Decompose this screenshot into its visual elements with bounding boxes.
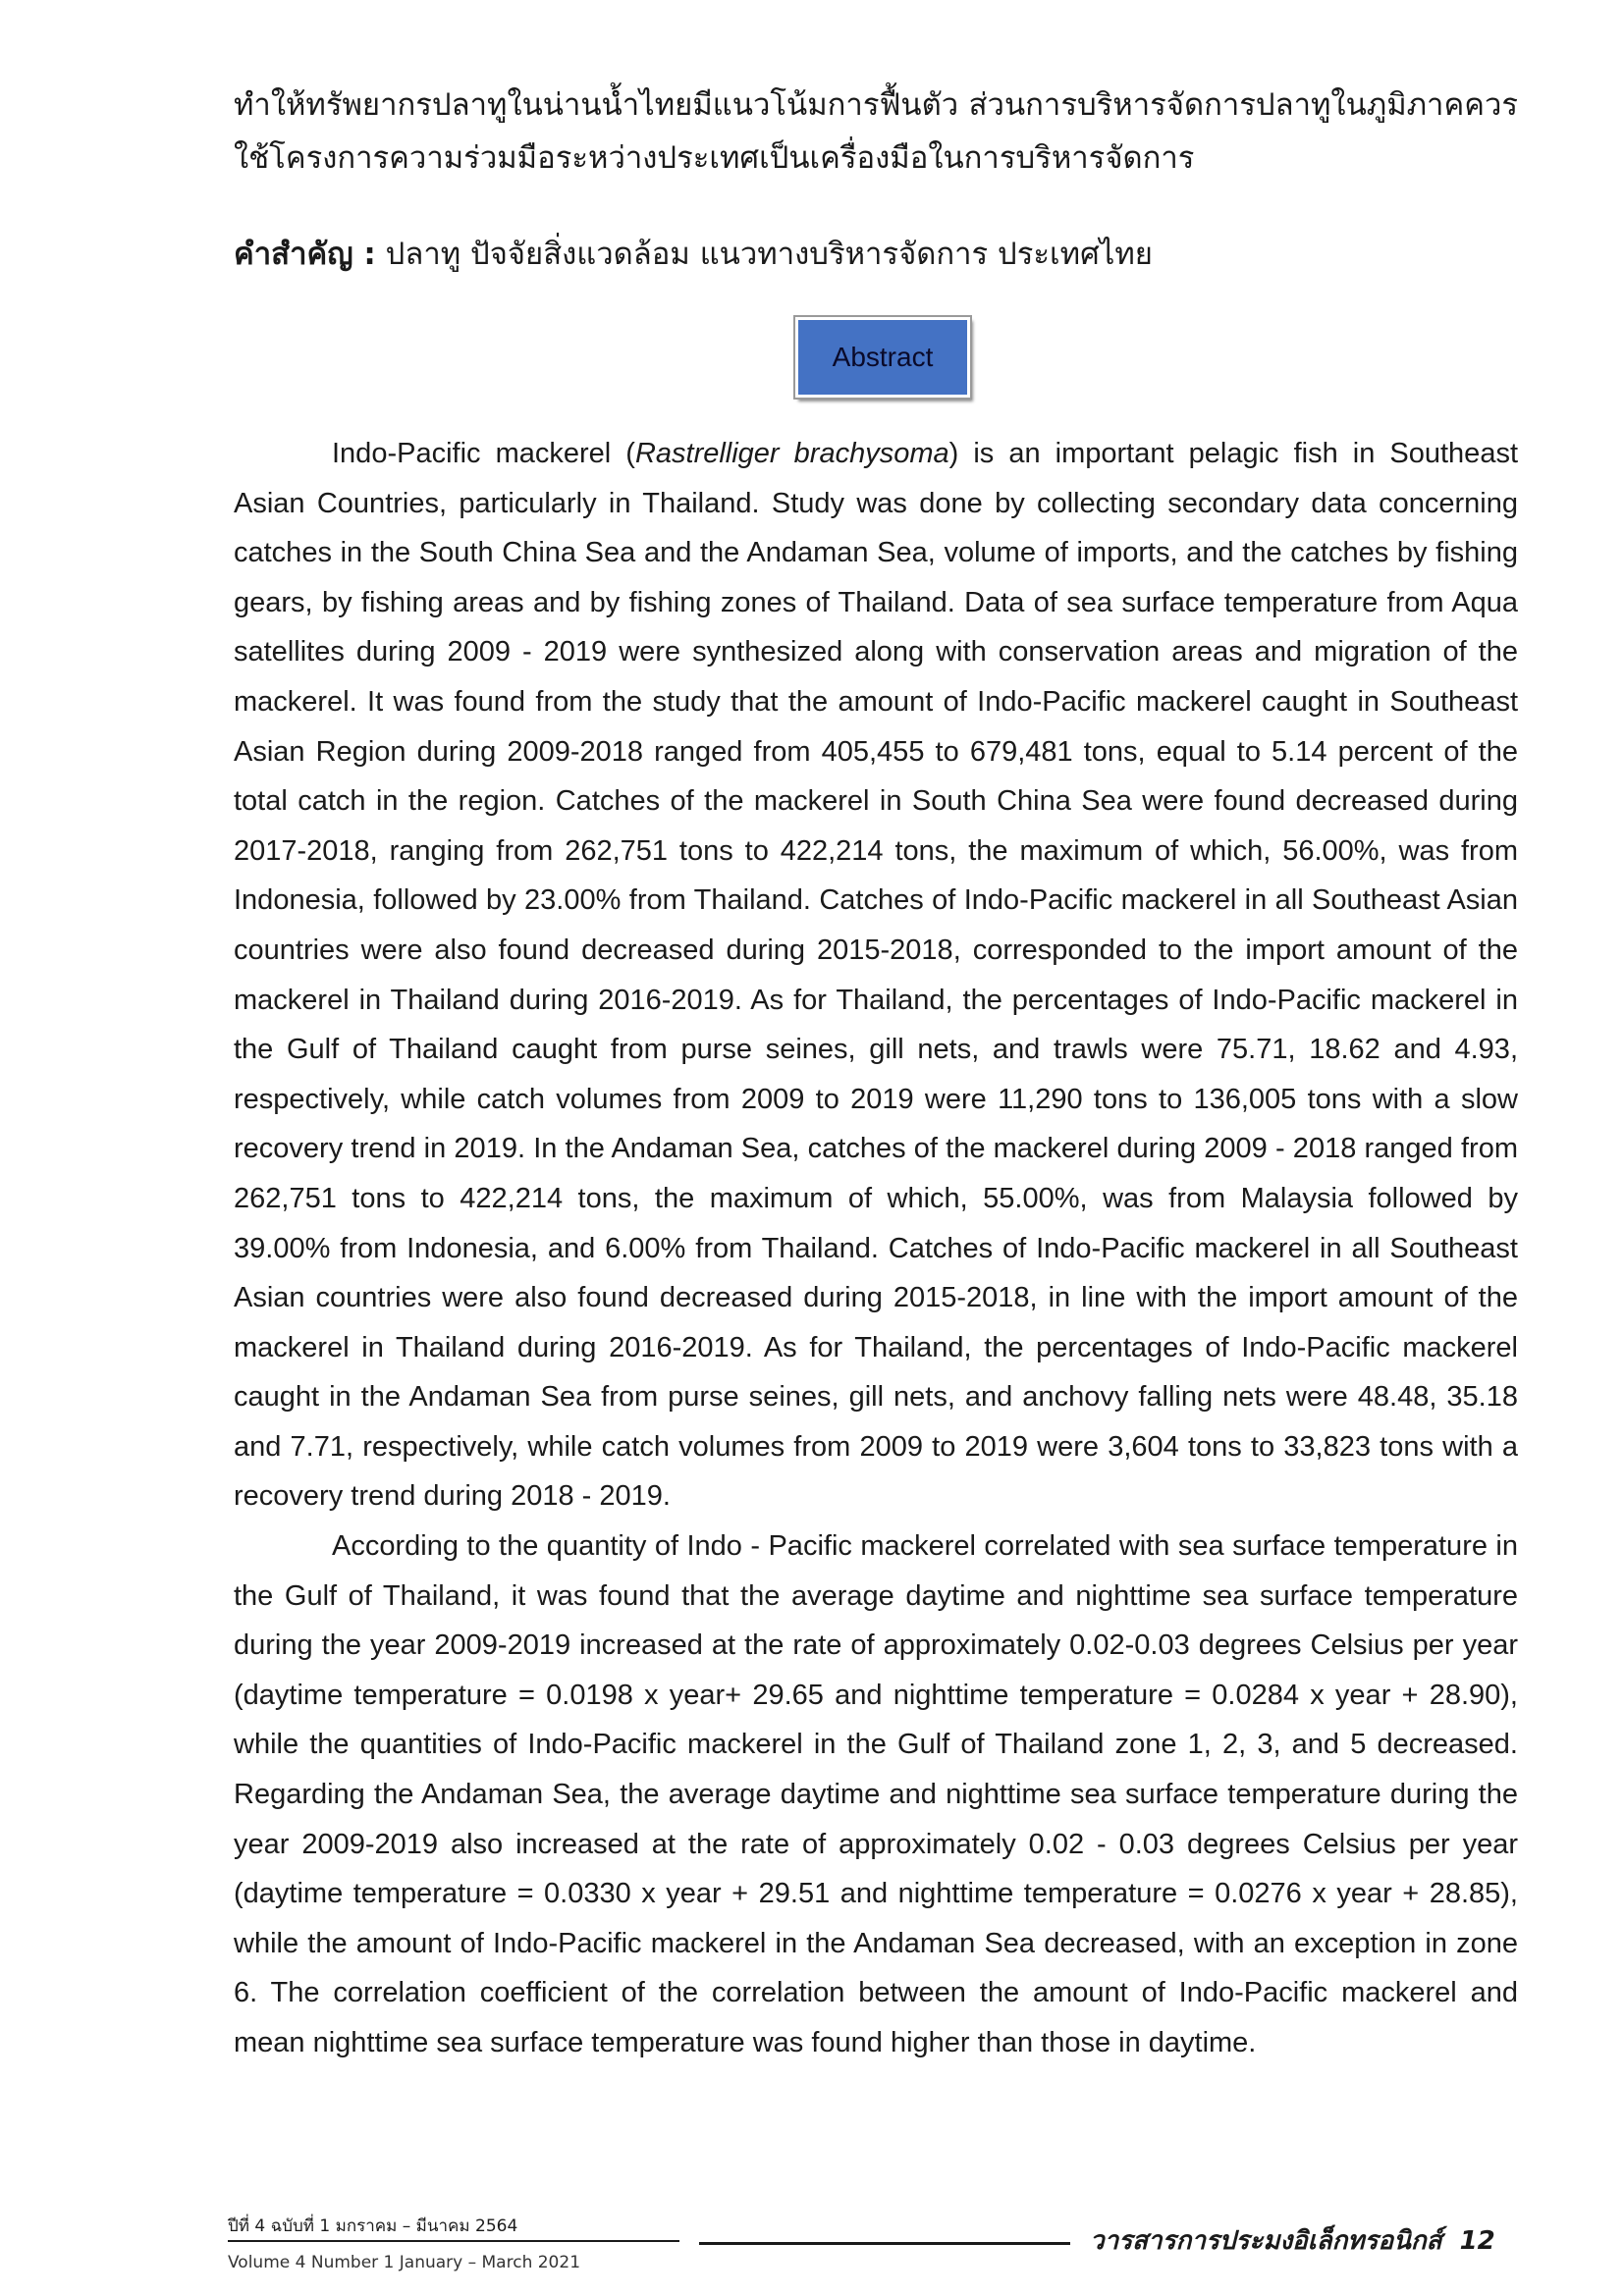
keywords [234,228,1518,281]
abstract-p1-before: Indo-Pacific mackerel ( [332,438,635,469]
abstract-paragraph-2: According to the quantity of Indo - Pacific mackerel correlated with sea surface temperature in the Gulf of Thailand, it was found that the average daytime and nighttime sea surface temperature during the year 2009-2019 increased at the rate of approximately 0.02-0.03 degrees Celsius per year (daytime temperature = 0.0198 x year+ 29.65 and nighttime temperature = 0.0284 x year + 28.90), while the quantities of Indo-Pacific mackerel in the Gulf of Thailand zone 1, 2, 3, and 5 decreased. Regarding the Andaman Sea, the average daytime and nighttime sea surface temperature during the year 2009-2019 also increased at the rate of approximately 0.02 - 0.03 degrees Celsius per year (daytime temperature = 0.0330 x year + 29.51 and nighttime temperature = 0.0276 x year + 28.85), while the amount of Indo-Pacific mackerel in the Andaman Sea decreased, with an exception in zone 6. The correlation coefficient of the correlation between the amount of Indo-Pacific mackerel and mean nighttime sea surface temperature was found higher than those in daytime. [234,1530,1518,2058]
abstract-body [234,429,1518,2068]
footer-journal-name: วารสารการประมงอิเล็กทรอนิกส์ [1090,2226,1442,2256]
footer-journal [1090,2220,1495,2261]
species-name: Rastrelliger brachysoma [634,438,949,469]
footer-issue-thai: ปีที่ 4 ฉบับที่ 1 มกราคม – มีนาคม 2564 [228,2216,518,2236]
abstract-paragraph-1 [234,429,1518,1522]
abstract-heading: Abstract [795,317,970,398]
thai-paragraph: ทำให้ทรัพยากรปลาทูในน่านน้ำไทยมีแนวโน้มการฟื้นตัว ส่วนการบริหารจัดการปลาทูในภูมิภาคควรใช้โครงการความร่วมมือระหว่างประเทศเป็นเครื่องมือในการบริหารจัดการ [234,87,1518,176]
footer-issue [228,2215,699,2275]
footer-issue-eng: Volume 4 Number 1 January – March 2021 [228,2253,581,2272]
keywords-text: ปลาทู ปัจจัยสิ่งแวดล้อม แนวทางบริหารจัดการ ประเทศไทย [375,237,1153,272]
footer-divider-left [228,2240,679,2242]
keywords-label: คำสำคัญ : [234,237,376,272]
abstract-p1-after: ) is an important pelagic fish in Southeast Asian Countries, particularly in Thailand. Study was done by collecting secondary data concerning catches in the South China Sea and the Andaman Sea, volume of imports, and the catches by fishing gears, by fishing areas and by fishing zones of Thailand. Data of sea surface temperature from Aqua satellites during 2009 - 2019 were synthesized along with conservation areas and migration of the mackerel. It was found from the study that the amount of Indo-Pacific mackerel caught in Southeast Asian Region during 2009-2018 ranged from 405,455 to 679,481 tons, equal to 5.14 percent of the total catch in the region. Catches of the mackerel in South China Sea were found decreased during 2017-2018, ranging from 262,751 tons to 422,214 tons, the maximum of which, 56.00%, was from Indonesia, followed by 23.00% from Thailand. Catches of Indo-Pacific mackerel in all Southeast Asian countries were also found decreased during 2015-2018, corresponded to the import amount of the mackerel in Thailand during 2016-2019. As for Thailand, the percentages of Indo-Pacific mackerel in the Gulf of Thailand caught from purse seines, gill nets, and trawls were 75.71, 18.62 and 4.93, respectively, while catch volumes from 2009 to 2019 were 11,290 tons to 136,005 tons with a slow recovery trend in 2019. In the Andaman Sea, catches of the mackerel during 2009 - 2018 ranged from 262,751 tons to 422,214 tons, the maximum of which, 55.00%, was from Malaysia followed by 39.00% from Indonesia, and 6.00% from Thailand. Catches of Indo-Pacific mackerel in all Southeast Asian countries were also found decreased during 2015-2018, in line with the import amount of the mackerel in Thailand during 2016-2019. As for Thailand, the percentages of Indo-Pacific mackerel caught in the Andaman Sea from purse seines, gill nets, and anchovy falling nets were 48.48, 35.18 and 7.71, respectively, while catch volumes from 2009 to 2019 were 3,604 tons to 33,823 tons with a recovery trend during 2018 - 2019. [234,438,1518,1513]
footer-divider-right [699,2242,1070,2245]
page-number: 12 [1459,2226,1495,2256]
